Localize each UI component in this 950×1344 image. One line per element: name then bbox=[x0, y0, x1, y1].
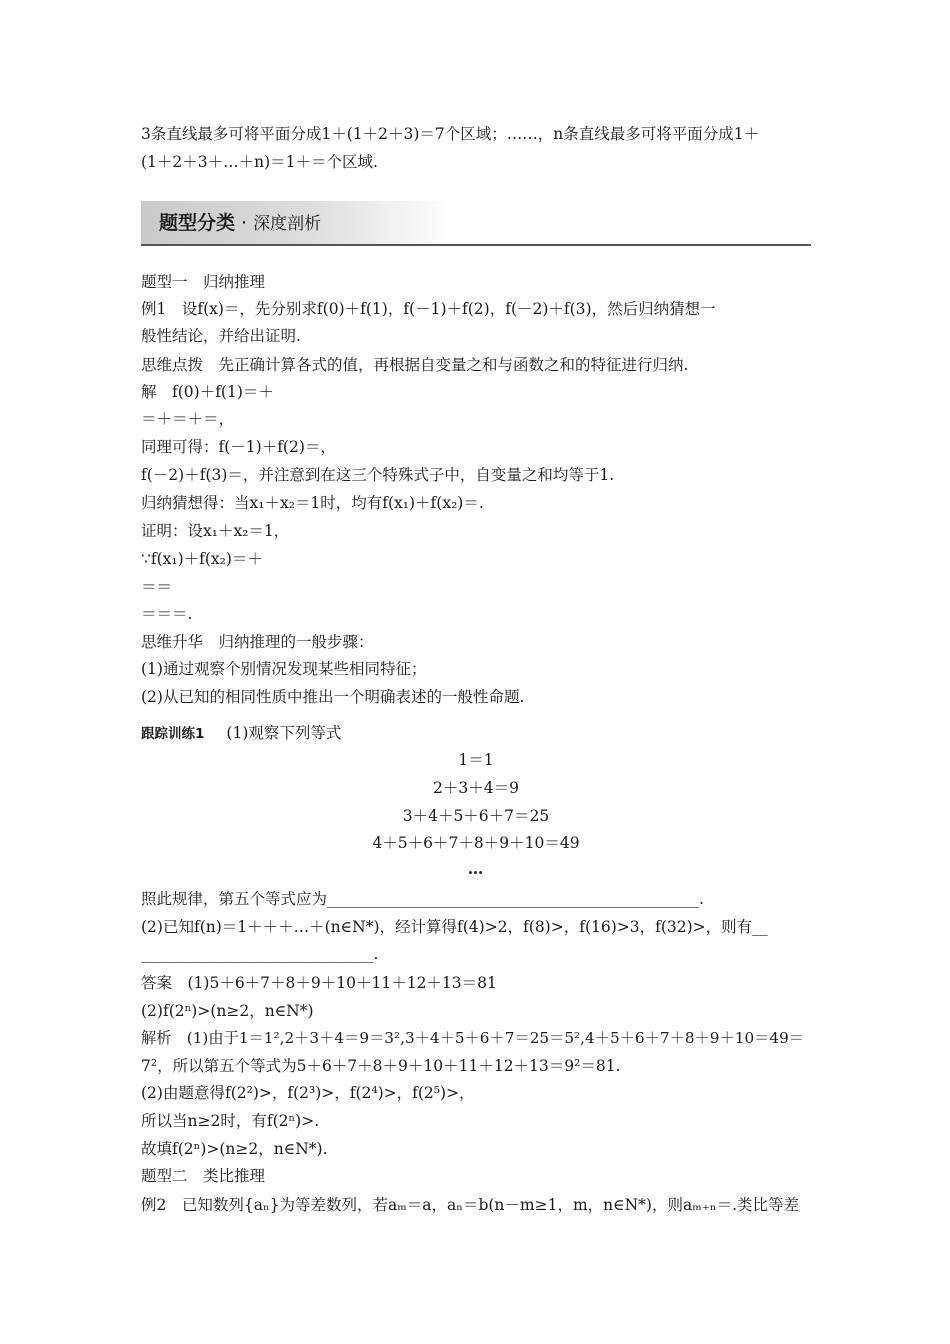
topic-heading-1: 题型一 归纳推理 bbox=[141, 273, 266, 291]
solution-line-5: 归纳猜想得：当x₁＋x₂＝1时，均有f(x₁)＋f(x₂)＝. bbox=[141, 494, 484, 512]
topic-heading-2: 题型二 类比推理 bbox=[141, 1167, 266, 1185]
answer-line-2: (2)f(2ⁿ)>(n≥2，n∈N*) bbox=[141, 1002, 314, 1020]
section-title-main: 题型分类 bbox=[159, 212, 236, 234]
solution-line-6: 证明：设x₁＋x₂＝1， bbox=[141, 522, 290, 540]
solution-line-3: 同理可得：f(－1)＋f(2)＝， bbox=[141, 438, 336, 456]
equation-3: 3＋4＋5＋6＋7＝25 bbox=[402, 807, 550, 825]
example-2-line-1: 例2 已知数列{aₙ}为等差数列，若aₘ＝a，aₙ＝b(n－m≥1，m，n∈N*)，则aₘ₊ₙ＝.类比等差 bbox=[141, 1196, 800, 1214]
answer-line-1: 答案 (1)5＋6＋7＋8＋9＋10＋11＋12＋13＝81 bbox=[141, 974, 497, 992]
hint-text: 思维点拨 先正确计算各式的值，再根据自变量之和与函数之和的特征进行归纳. bbox=[141, 356, 689, 374]
example-1-line-1: 例1 设f(x)＝，先分别求f(0)＋f(1)，f(－1)＋f(2)，f(－2)＋f(3)，然后归纳猜想一 bbox=[141, 300, 716, 318]
question-1: 照此规律，第五个等式应为________________________________________________. bbox=[141, 890, 704, 908]
section-title bbox=[159, 211, 321, 236]
analysis-line-3: (2)由题意得f(2²)>，f(2³)>，f(2⁴)>，f(2⁵)>， bbox=[141, 1084, 475, 1102]
equation-4: 4＋5＋6＋7＋8＋9＋10＝49 bbox=[372, 834, 580, 852]
solution-line-7: ∵f(x₁)＋f(x₂)＝＋ bbox=[141, 550, 263, 568]
section-title-sub: 深度剖析 bbox=[253, 214, 322, 234]
tracking-exercise-text: (1)观察下列等式 bbox=[226, 724, 342, 742]
solution-line-1: 解 f(0)＋f(1)＝＋ bbox=[141, 383, 274, 401]
solution-line-4: f(－2)＋f(3)＝，并注意到在这三个特殊式子中，自变量之和均等于1. bbox=[141, 466, 615, 484]
solution-line-9: ＝＝＝. bbox=[141, 605, 193, 623]
analysis-line-1: 解析 (1)由于1＝1²,2＋3＋4＝9＝3²,3＋4＋5＋6＋7＝25＝5²,4＋5＋6＋7＋8＋9＋10＝49＝ bbox=[141, 1029, 805, 1047]
question-2-line-1: (2)已知f(n)＝1＋＋＋…＋(n∈N*)，经计算得f(4)>2，f(8)>，f(16)>3，f(32)>，则有__ bbox=[141, 918, 768, 936]
analysis-line-4: 所以当n≥2时，有f(2ⁿ)>. bbox=[141, 1112, 320, 1130]
summary-line-2: (1)通过观察个别情况发现某些相同特征； bbox=[141, 660, 427, 678]
intro-line-2: (1＋2＋3＋…＋n)＝1＋＝个区域. bbox=[141, 153, 378, 171]
intro-line-1: 3条直线最多可将平面分成1＋(1＋2＋3)＝7个区域；……，n条直线最多可将平面分成1＋ bbox=[141, 125, 760, 143]
tracking-exercise-label: 跟踪训练1 bbox=[141, 726, 205, 742]
equation-ellipsis: … bbox=[467, 859, 485, 878]
solution-line-2: ＝＋＝＋＝， bbox=[141, 410, 235, 428]
solution-line-8: ＝＝ bbox=[141, 578, 173, 596]
summary-line-1: 思维升华 归纳推理的一般步骤： bbox=[141, 633, 374, 651]
section-banner bbox=[141, 201, 811, 246]
summary-line-3: (2)从已知的相同性质中推出一个明确表述的一般性命题. bbox=[141, 688, 525, 706]
equation-1: 1＝1 bbox=[458, 751, 494, 769]
equation-2: 2＋3＋4＝9 bbox=[433, 779, 519, 797]
question-2-line-2: ______________________________. bbox=[141, 945, 379, 963]
analysis-line-2: 7²，所以第五个等式为5＋6＋7＋8＋9＋10＋11＋12＋13＝9²＝81. bbox=[141, 1057, 621, 1075]
section-title-dot: · bbox=[235, 212, 254, 234]
example-1-line-2: 般性结论，并给出证明. bbox=[141, 327, 301, 345]
analysis-line-5: 故填f(2ⁿ)>(n≥2，n∈N*). bbox=[141, 1140, 328, 1158]
tracking-exercise-heading bbox=[141, 723, 811, 744]
